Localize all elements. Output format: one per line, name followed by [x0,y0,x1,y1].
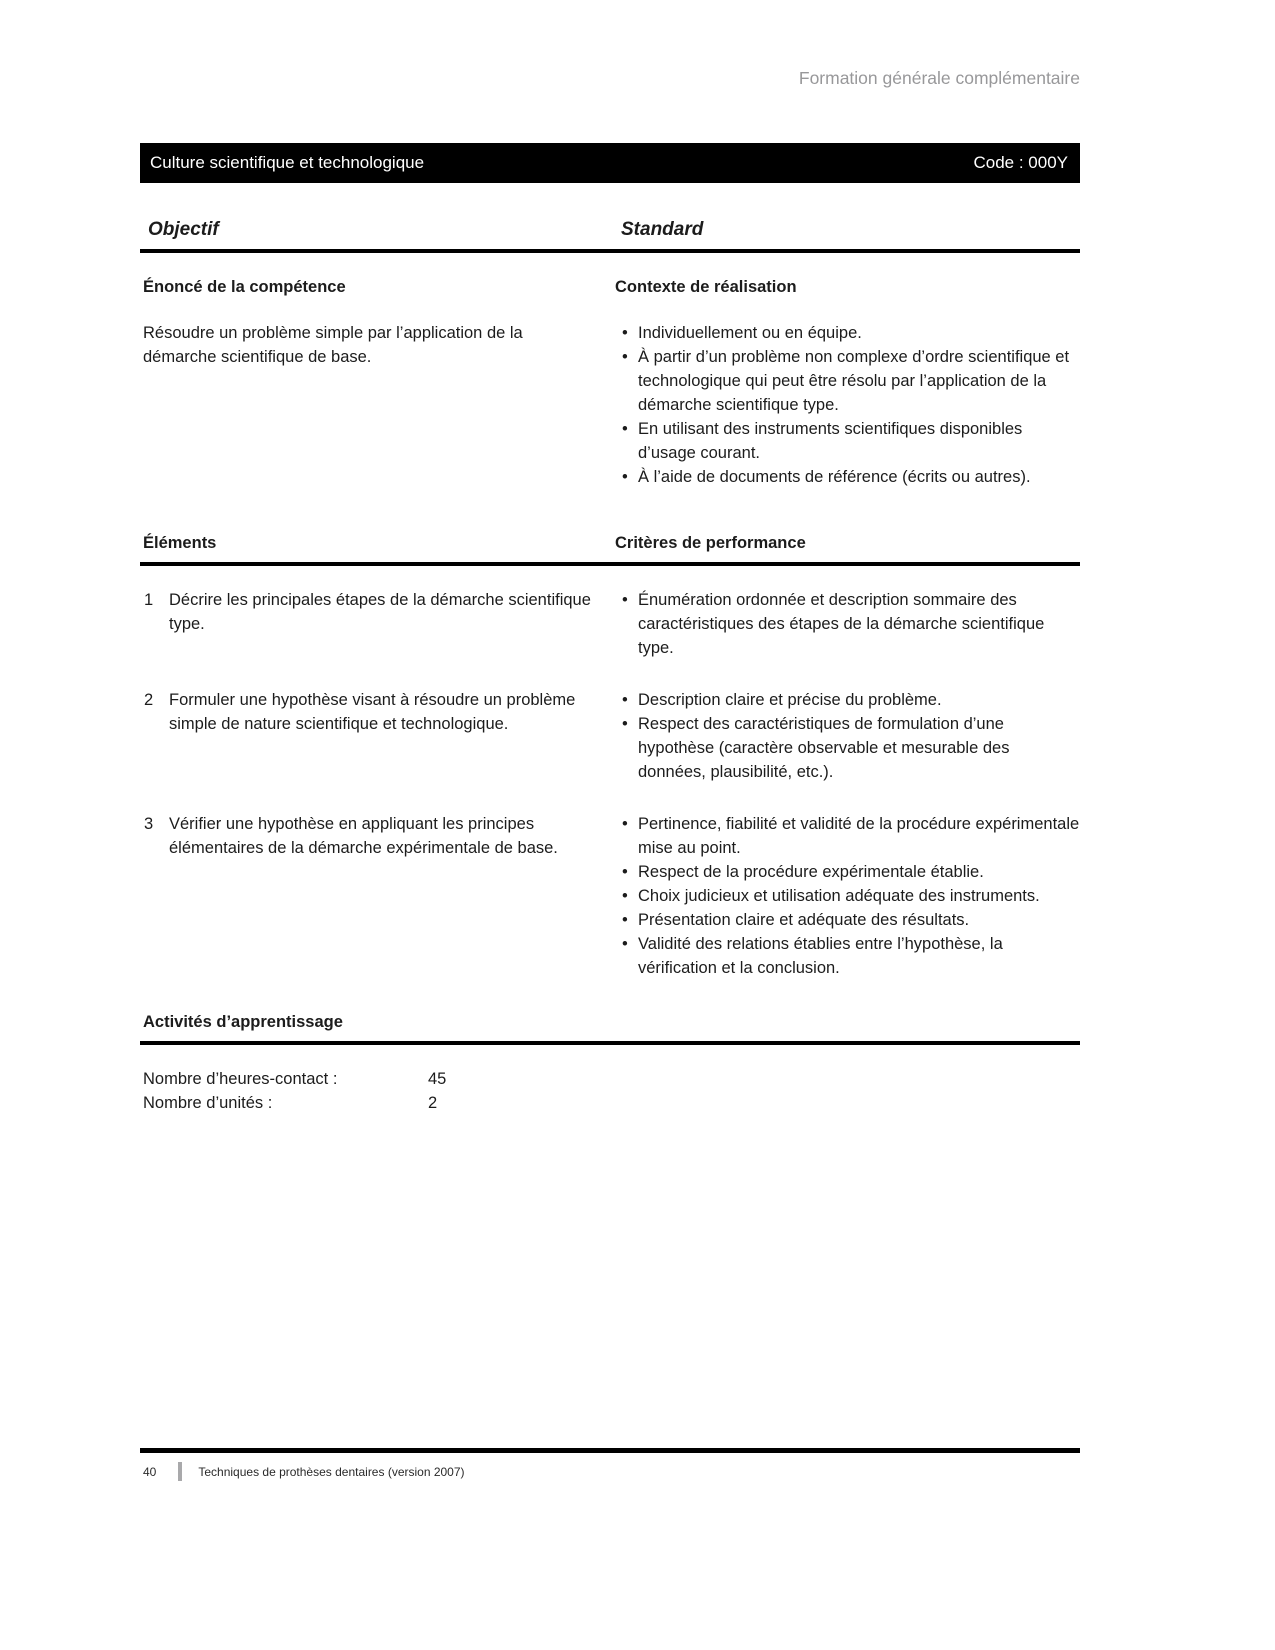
elements-heading: Éléments [143,534,217,552]
contexte-bullet-list [615,321,1080,489]
contexte-bullet: • À partir d’un problème non complexe d’ordre scientifique et technologique qui peut être résolu par l’application de la démarche scientifique type. [615,345,1080,417]
course-banner [140,143,1080,183]
section-note: Formation générale complémentaire [798,68,1080,88]
course-code: Code : 000Y [973,153,1068,172]
main-content [140,216,1080,1115]
element-criteria-pair [140,588,1080,660]
contexte-realisation [615,275,1080,489]
criteria-bullet: • Validité des relations établies entre l’hypothèse, la vérification et la conclusion. [615,932,1080,980]
enonce-competence [140,275,615,489]
element-criteria-pair [140,688,1080,784]
hours-contact-value: 45 [428,1070,447,1088]
column-headings [140,216,1080,253]
element-text: Formuler une hypothèse visant à résoudre un problème simple de nature scientifique et technologique. [169,691,576,733]
criteria-group [615,588,1080,660]
activites-heading-row [140,1010,1080,1045]
activites-details [140,1067,1080,1115]
element-text: Vérifier une hypothèse en appliquant les principes élémentaires de la démarche expérimentale de base. [169,815,558,857]
criteria-bullet: • Énumération ordonnée et description sommaire des caractéristiques des étapes de la démarche scientifique type. [615,588,1080,660]
units-value: 2 [428,1094,438,1112]
activites-row [143,1091,1080,1115]
standard-heading: Standard [621,219,704,240]
elements-criteres-body [140,566,1080,980]
enonce-text: Résoudre un problème simple par l’application de la démarche scientifique de base. [143,324,523,366]
units-label: Nombre d’unités : [143,1094,273,1112]
criteria-bullet: • Description claire et précise du problème. [615,688,1080,712]
footer-doc-title: Techniques de prothèses dentaires (version 2007) [198,1464,465,1479]
criteria-group [615,812,1080,980]
contexte-bullet: • À l’aide de documents de référence (écrits ou autres). [615,465,1080,489]
footer-divider [178,1462,182,1481]
criteria-bullet: • Respect des caractéristiques de formulation d’une hypothèse (caractère observable et mesurable des données, plausibilité, etc.). [615,712,1080,784]
course-title: Culture scientifique et technologique [150,153,425,172]
enonce-title: Énoncé de la compétence [143,278,346,296]
page-number: 40 [143,1464,157,1479]
activites-heading: Activités d’apprentissage [143,1013,343,1031]
competence-contexte-section [140,253,1080,489]
element-number: 1 [144,591,154,609]
criteria-group [615,688,1080,784]
objectif-heading: Objectif [148,219,219,240]
contexte-bullet: • En utilisant des instruments scientifiques disponibles d’usage courant. [615,417,1080,465]
criteria-bullet: • Respect de la procédure expérimentale établie. [615,860,1080,884]
hours-contact-label: Nombre d’heures-contact : [143,1070,338,1088]
element-item [140,588,615,660]
elements-criteres-headings [140,531,1080,566]
activites-row [143,1067,1080,1091]
element-item [140,812,615,980]
criteria-bullet: • Pertinence, fiabilité et validité de la procédure expérimentale mise au point. [615,812,1080,860]
criteria-bullet: • Choix judicieux et utilisation adéquate des instruments. [615,884,1080,908]
page-footer [140,1448,1080,1481]
element-criteria-pair [140,812,1080,980]
element-item [140,688,615,784]
contexte-title: Contexte de réalisation [615,278,797,296]
criteres-heading: Critères de performance [615,534,806,552]
element-text: Décrire les principales étapes de la démarche scientifique type. [169,591,591,633]
criteria-bullet: • Présentation claire et adéquate des résultats. [615,908,1080,932]
element-number: 2 [144,691,154,709]
contexte-bullet: • Individuellement ou en équipe. [615,321,1080,345]
element-number: 3 [144,815,154,833]
